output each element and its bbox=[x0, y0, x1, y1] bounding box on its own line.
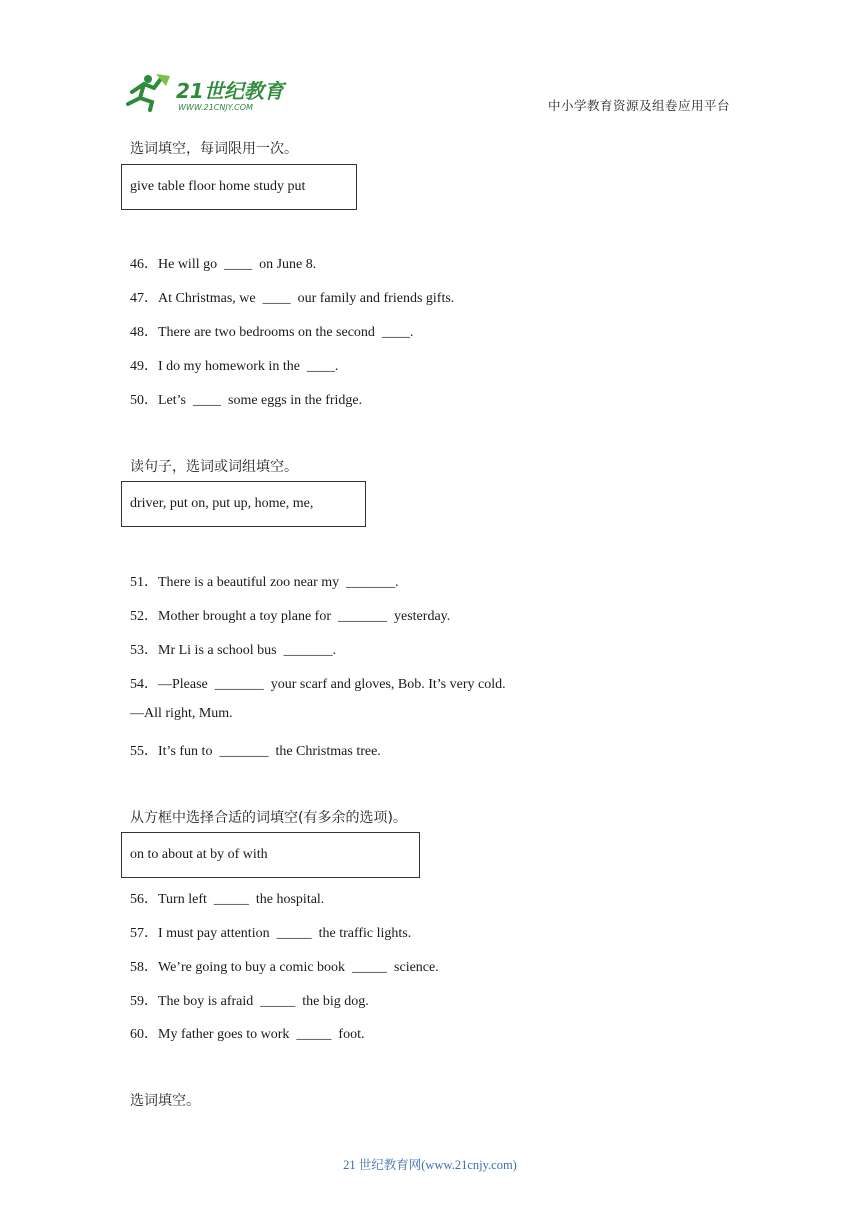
question-57: 57．I must pay attention _____ the traffic lights. bbox=[130, 926, 412, 941]
logo-text: 21世纪教育 bbox=[176, 79, 284, 103]
question-53: 53．Mr Li is a school bus _______. bbox=[130, 643, 337, 658]
question-55: 55．It’s fun to _______ the Christmas tree. bbox=[130, 744, 381, 759]
section-1-word-box: give table floor home study put bbox=[121, 164, 357, 210]
section-4-instruction: 选词填空。 bbox=[130, 1093, 200, 1109]
question-54: 54．—Please _______ your scarf and gloves, Bob. It’s very cold. bbox=[130, 677, 506, 692]
question-60: 60．My father goes to work _____ foot. bbox=[130, 1027, 365, 1042]
section-3-word-box: on to about at by of with bbox=[121, 832, 420, 878]
section-3-instruction: 从方框中选择合适的词填空(有多余的选项)。 bbox=[130, 810, 407, 826]
question-56: 56．Turn left _____ the hospital. bbox=[130, 892, 325, 907]
platform-name: 中小学教育资源及组卷应用平台 bbox=[548, 98, 731, 113]
question-58: 58．We’re going to buy a comic book _____ science. bbox=[130, 960, 439, 975]
section-2-word-box: driver, put on, put up, home, me, bbox=[121, 481, 366, 527]
question-48: 48．There are two bedrooms on the second ____. bbox=[130, 325, 414, 340]
runner-icon bbox=[128, 74, 170, 110]
question-49: 49．I do my homework in the ____. bbox=[130, 359, 339, 374]
page-footer: 21 世纪教育网(www.21cnjy.com) bbox=[343, 1158, 517, 1172]
question-59: 59．The boy is afraid _____ the big dog. bbox=[130, 994, 369, 1009]
section-2-instruction: 读句子，选词或词组填空。 bbox=[130, 459, 298, 475]
question-50: 50．Let’s ____ some eggs in the fridge. bbox=[130, 393, 363, 408]
question-51: 51．There is a beautiful zoo near my _______. bbox=[130, 575, 399, 590]
question-46: 46．He will go ____ on June 8. bbox=[130, 257, 317, 272]
question-54-reply: —All right, Mum. bbox=[130, 706, 233, 721]
site-logo bbox=[122, 70, 292, 114]
section-1-instruction: 选词填空，每词限用一次。 bbox=[130, 141, 298, 157]
question-47: 47．At Christmas, we ____ our family and friends gifts. bbox=[130, 291, 455, 306]
logo-url: WWW.21CNJY.COM bbox=[178, 103, 253, 112]
question-52: 52．Mother brought a toy plane for _______ yesterday. bbox=[130, 609, 451, 624]
